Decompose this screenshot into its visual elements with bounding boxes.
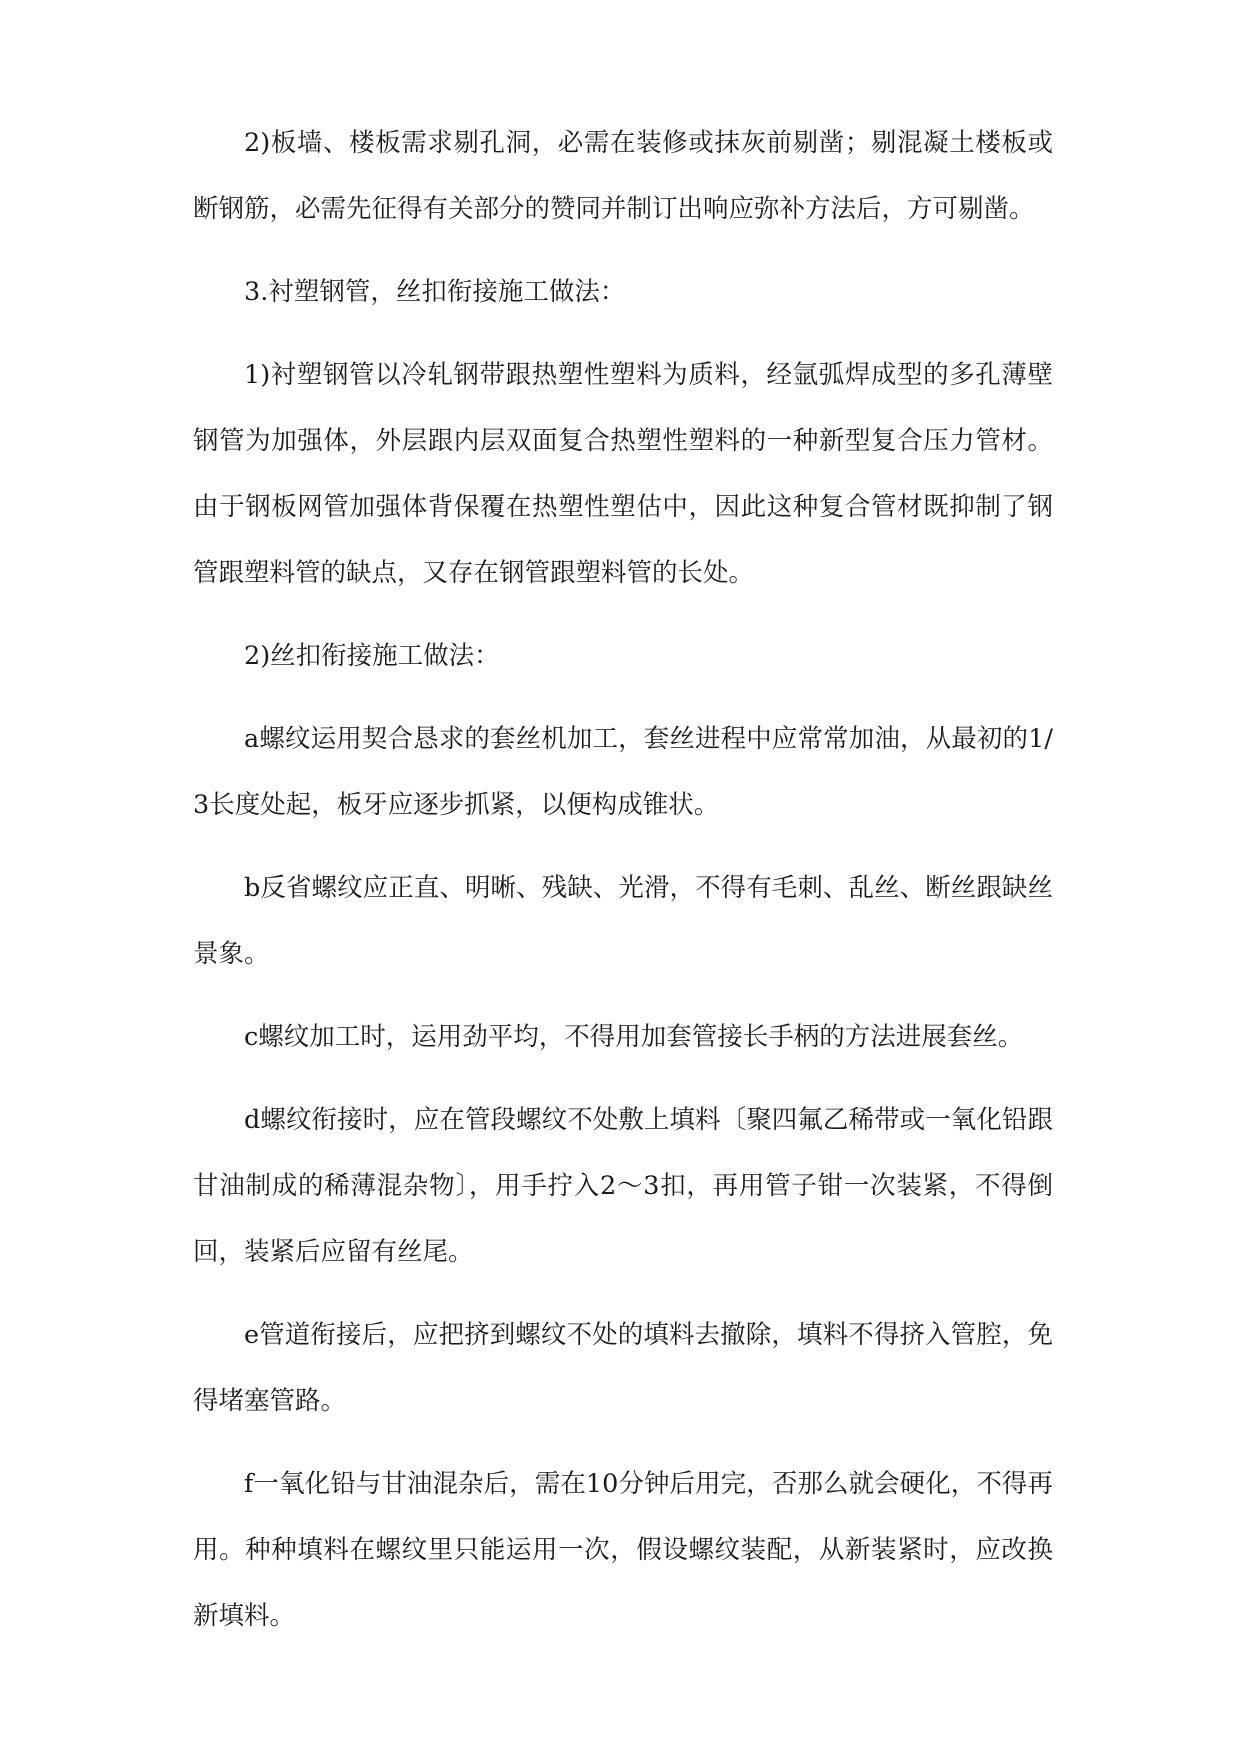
paragraph-item-d: d螺纹衔接时，应在管段螺纹不处敷上填料〔聚四氟乙稀带或一氧化铅跟甘油制成的稀薄混杂物〕，用手拧入2～3扣，再用管子钳一次装紧，不得倒回，装紧后应留有丝尾。 (193, 1105, 1053, 1267)
paragraph-item-a: a螺纹运用契合恳求的套丝机加工，套丝进程中应常常加油，从最初的1/3长度处起，板牙应逐步抓紧，以便构成锥状。 (193, 724, 1053, 820)
paragraph-wall-drilling: 2)板墙、楼板需求剔孔洞，必需在装修或抹灰前剔凿；剔混凝土楼板或断钢筋，必需先征得有关部分的赞同并制订出响应弥补方法后，方可剔凿。 (193, 128, 1053, 224)
paragraph-item-f: f一氧化铅与甘油混杂后，需在10分钟后用完，否那么就会硬化，不得再用。种种填料在螺纹里只能运用一次，假设螺纹装配，从新装紧时，应改换新填料。 (193, 1469, 1053, 1631)
paragraph-pipe-description: 1)衬塑钢管以冷轧钢带跟热塑性塑料为质料，经氩弧焊成型的多孔薄壁钢管为加强体，外层跟内层双面复合热塑性塑料的一种新型复合压力管材。由于钢板网管加强体背保覆在热塑性塑估中，因此这种复合管材既抑制了钢管跟塑料管的缺点，又存在钢管跟塑料管的长处。 (193, 360, 1053, 588)
paragraph-item-c: c螺纹加工时，运用劲平均，不得用加套管接长手柄的方法进展套丝。 (244, 1022, 1024, 1052)
paragraph-item-b: b反省螺纹应正直、明晰、残缺、光滑，不得有毛刺、乱丝、断丝跟缺丝景象。 (193, 873, 1053, 969)
heading-lined-steel-pipe: 3.衬塑钢管，丝扣衔接施工做法： (244, 277, 626, 307)
paragraph-item-e: e管道衔接后，应把挤到螺纹不处的填料去撤除，填料不得挤入管腔，免得堵塞管路。 (193, 1320, 1053, 1416)
document-body (193, 110, 1053, 1666)
heading-threaded-connection: 2)丝扣衔接施工做法： (244, 641, 500, 671)
